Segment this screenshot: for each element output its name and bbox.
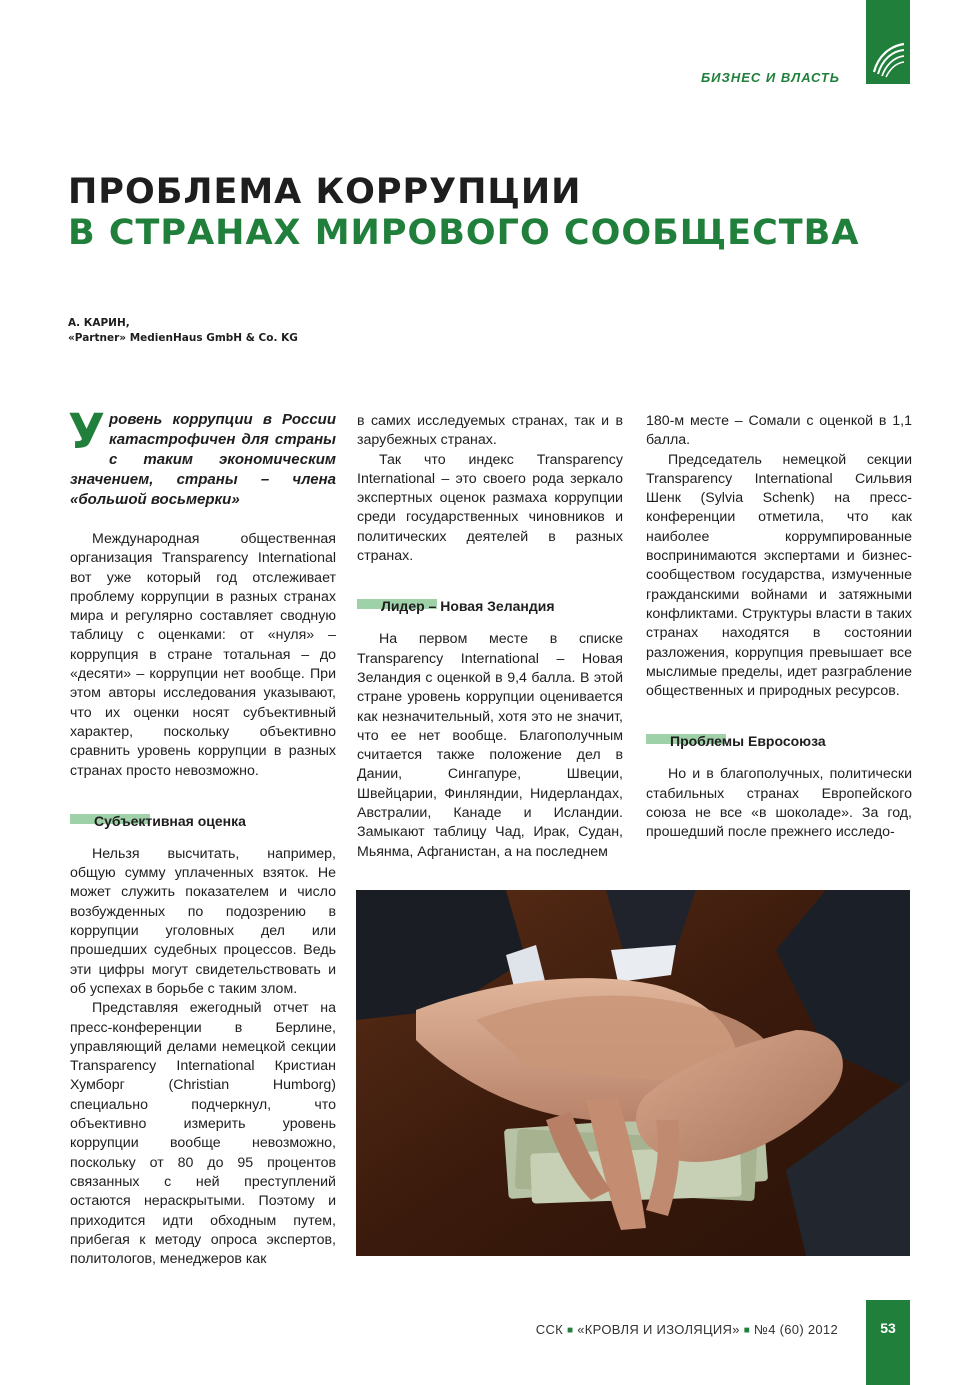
drop-cap: У bbox=[68, 404, 106, 460]
paragraph: в самих исследуемых странах, так и в зарубежных странах. bbox=[357, 413, 623, 449]
author-name: А. КАРИН, bbox=[68, 317, 130, 329]
leaf-swirl-icon bbox=[870, 38, 906, 78]
column-1 bbox=[68, 404, 336, 1269]
paragraph: Нельзя высчитать, например, общую сумму уплаченных взяток. Не может служить показателем и число возбужденных по подозрению в коррупции уголовных дел или прошедших судебных процессов. Ведь эти цифры могут свидетельствовать и об успехах в борьбе с таким злом. bbox=[70, 845, 336, 997]
subhead-eu bbox=[646, 731, 912, 751]
section-label: БИЗНЕС И ВЛАСТЬ bbox=[700, 70, 840, 85]
publication-footer bbox=[536, 1322, 838, 1337]
pub-issue: №4 (60) 2012 bbox=[753, 1322, 838, 1337]
paragraph: 180-м месте – Сомали с оценкой в 1,1 балла. bbox=[646, 413, 912, 449]
paragraph: Так что индекс Transparency International – это своего рода зеркало экспертных оценок размаха коррупции среди государственных чиновников и политических деятелей в разных странах. bbox=[357, 451, 623, 565]
subhead-text: Проблемы Евросоюза bbox=[670, 733, 826, 750]
article-photo bbox=[356, 890, 910, 1256]
paragraph: На первом месте в списке Transparency International – Новая Зеландия с оценкой в 9,4 балла. В этой стране уровень коррупции оценивается как незначительный, хотя это не значит, что ее нет вообще. Благополучным считается также положение дел в Дании, Сингапуре, Швеции, Швейцарии, Финляндии, Нидерландах, Австралии, Канаде и Исландии. Замыкают таблицу Чад, Ирак, Судан, Мьянма, Афганистан, а на последнем bbox=[357, 631, 623, 860]
lead-text: ровень коррупции в России катастрофичен для страны с таким экономическим значением, страны – члена «большой восьмерки» bbox=[70, 411, 336, 508]
page-number: 53 bbox=[880, 1320, 896, 1336]
byline bbox=[68, 316, 298, 346]
pub-name-b: «КРОВЛЯ И ИЗОЛЯЦИЯ» bbox=[577, 1322, 740, 1337]
paragraph: Международная общественная организация Transparency International вот уже который год отслеживает проблему коррупции в разных странах мира и регулярно составляет сводную таблицу с оценками: от «нуля» – коррупция в стране тотальная – до «десяти» – коррупции нет вообще. При этом авторы исследования указывают, что их оценки носят субъективный характер, поскольку объективно сравнить уровень коррупции в разных странах просто невозможно. bbox=[70, 531, 336, 779]
subhead-leader bbox=[357, 596, 623, 616]
pub-name-a: ССК bbox=[535, 1322, 564, 1337]
lead-paragraph bbox=[68, 404, 336, 510]
column-3 bbox=[646, 412, 912, 843]
title-line-1: ПРОБЛЕМА КОРРУПЦИИ bbox=[68, 172, 582, 212]
separator-square: ■ bbox=[566, 1325, 574, 1336]
subhead-subjective bbox=[70, 811, 336, 831]
paragraph: Представляя ежегодный отчет на пресс-конференции в Берлине, управляющий делами немецкой секции Transparency International Кристиан Хумборг (Christian Humborg) специально подчеркнул, что объективно измерить уровень коррупции вообще невозможно, поскольку от 80 до 95 процентов связанных с ней преступлений остаются нераскрытыми. Поэтому и приходится идти обходным путем, прибегая к методу опроса экспертов, политологов, менеджеров как bbox=[70, 1000, 336, 1268]
paragraph: Но и в благополучных, политически стабильных странах Европейского союза не все «в шоколаде». За год, прошедший после прежнего исследо- bbox=[646, 766, 912, 841]
column-2 bbox=[357, 412, 623, 862]
separator-square: ■ bbox=[743, 1325, 751, 1336]
paragraph: Председатель немецкой секции Transparency International Сильвия Шенк (Sylvia Schenk) на пресс-конференции отметила, что как наиболее коррумпированные воспринимаются экспертами и бизнес-сообществом государства, измученные гражданскими войнами и затяжными конфликтами. Структуры власти в таких странах находятся в состоянии разложения, коррупция превышает все мыслимые пределы, идет разграбление общественных и природных ресурсов. bbox=[646, 451, 912, 700]
logo-box bbox=[866, 0, 910, 84]
page-number-box bbox=[866, 1300, 910, 1385]
page-title bbox=[68, 172, 859, 254]
title-line-2: В СТРАНАХ МИРОВОГО СООБЩЕСТВА bbox=[68, 213, 860, 253]
subhead-text: Субъективная оценка bbox=[94, 812, 246, 829]
author-affiliation: «Partner» MedienHaus GmbH & Co. KG bbox=[68, 332, 298, 344]
subhead-text: Лидер – Новая Зеландия bbox=[381, 598, 555, 615]
hands-money-illustration bbox=[356, 890, 910, 1256]
